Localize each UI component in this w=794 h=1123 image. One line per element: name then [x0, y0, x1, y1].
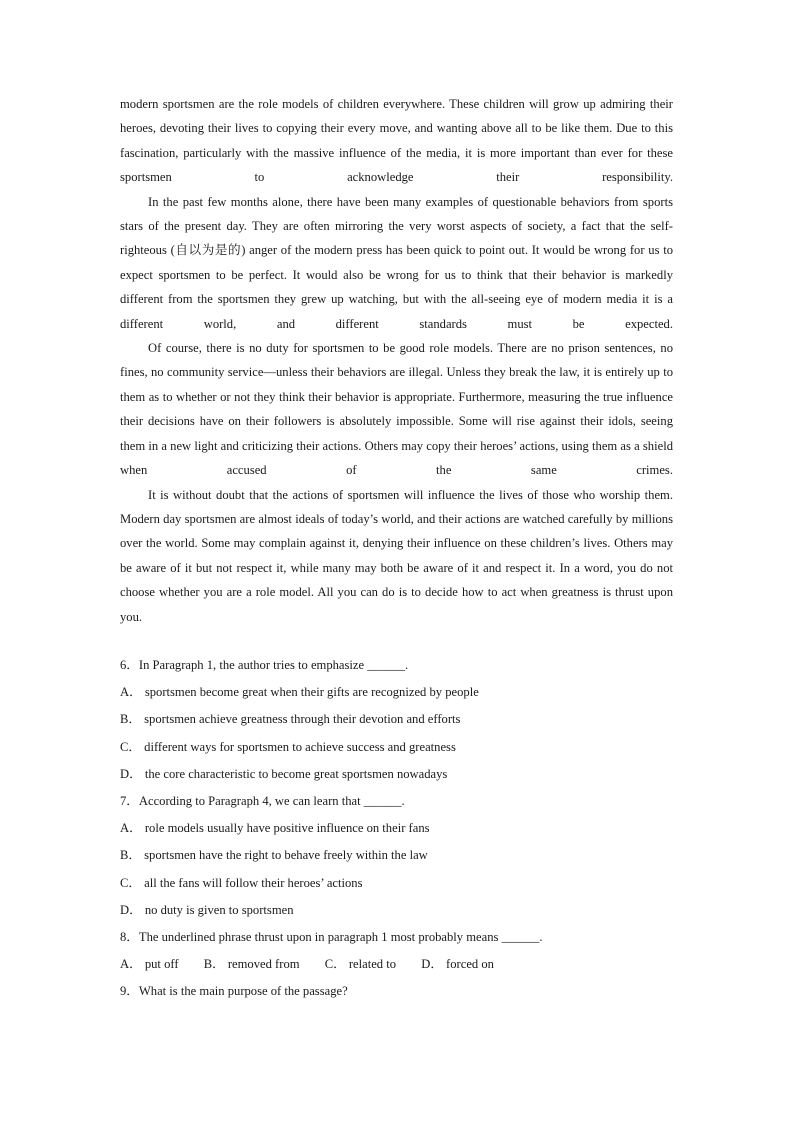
option-b: B． sportsmen achieve greatness through their devotion and efforts	[120, 712, 461, 727]
passage-paragraph-3: Of course, there is no duty for sportsmen to be good role models. There are no prison sentences, no fines, no community service—unless their behaviors are illegal. Unless they break the law, it is entirely up to them as to whether or not they think their behavior is appropriate. Furthermore, measuring the true influence their decisions have on their followers is absolutely impossible. Some will rise against their idols, seeing them in a new light and criticizing their actions. Others may copy their heroes’ actions, using them as a shield when accused of the same crimes.	[120, 341, 673, 478]
reading-passage	[120, 92, 673, 629]
option-a: A． sportsmen become great when their gifts are recognized by people	[120, 685, 479, 700]
passage-paragraph-1: modern sportsmen are the role models of children everywhere. These children will grow up admiring their heroes, devoting their lives to copying their every move, and wanting above all to be like them. Due to this fascination, particularly with the massive influence of the media, it is more important than ever for these sportsmen to acknowledge their responsibility.	[120, 97, 673, 185]
question-stem: 8．The underlined phrase thrust upon in paragraph 1 most probably means ______.	[120, 930, 543, 945]
option-a: A． put off	[120, 957, 179, 972]
passage-paragraph-2: In the past few months alone, there have been many examples of questionable behaviors from sports stars of the present day. They are often mirroring the very worst aspects of society, a fact that the self-righteous (自以为是的) anger of the modern press has been quick to point out. It would be wrong for us to expect sportsmen to be perfect. It would also be wrong for us to think that their behavior is markedly different from the sportsmen they grew up watching, but with the all-seeing eye of modern media it is a different world, and different standards must be expected.	[120, 194, 673, 331]
option-d: D． no duty is given to sportsmen	[120, 902, 294, 917]
question-8	[120, 924, 680, 978]
option-c: C． different ways for sportsmen to achieve success and greatness	[120, 739, 456, 754]
option-d: D． forced on	[421, 957, 494, 972]
question-stem: 6．In Paragraph 1, the author tries to emphasize ______.	[120, 658, 409, 672]
question-stem: 7．According to Paragraph 4, we can learn that ______.	[120, 794, 405, 809]
question-7	[120, 788, 680, 924]
option-b: B． removed from	[203, 957, 300, 972]
question-9	[120, 978, 680, 1005]
question-stem: 9．What is the main purpose of the passage?	[120, 984, 348, 999]
question-list	[120, 652, 680, 1006]
question-6	[120, 652, 680, 788]
option-b: B． sportsmen have the right to behave freely within the law	[120, 848, 428, 863]
option-c: C． related to	[324, 957, 397, 972]
option-row	[120, 951, 680, 978]
passage-paragraph-4: It is without doubt that the actions of sportsmen will influence the lives of those who worship them. Modern day sportsmen are almost ideals of today’s world, and their actions are watched carefully by millions over the world. Some may complain against it, denying their influence on these children’s lives. Others may be aware of it but not respect it, while many may both be aware of it and respect it. In a word, you do not choose whether you are a role model. All you can do is to decide how to act when greatness is thrust upon you.	[120, 487, 673, 624]
option-c: C． all the fans will follow their heroes’ actions	[120, 875, 363, 890]
option-d: D． the core characteristic to become great sportsmen nowadays	[120, 766, 448, 781]
option-a: A． role models usually have positive influence on their fans	[120, 821, 430, 836]
